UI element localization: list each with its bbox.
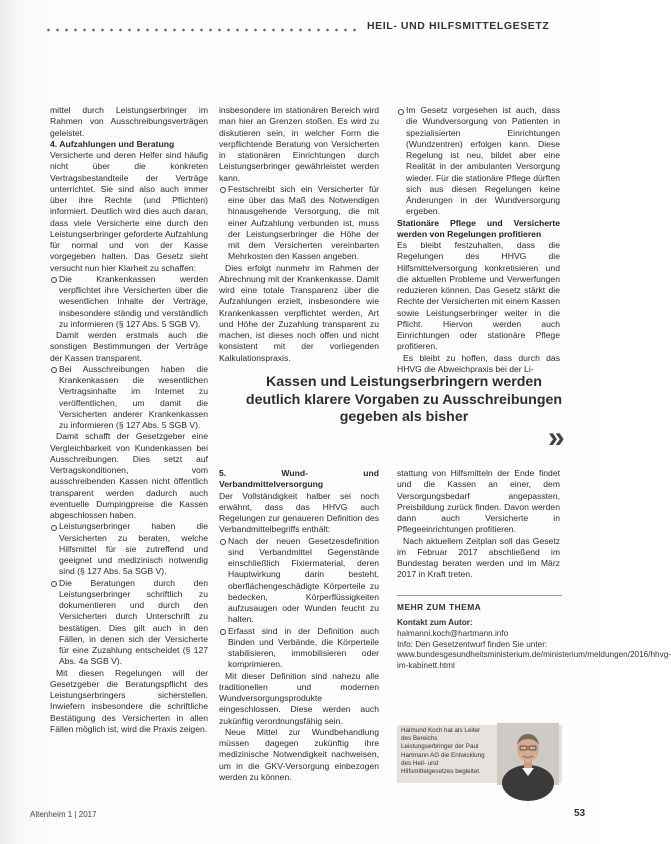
- list-item: Bei Ausschreibungen haben die Krankenkassen die wesentlichen Vertragsinhalte im Internet zu veröffentlichen, um damit die Versicherten anderer Krankenkassen zu informieren (§ 127 Abs. 5 SGB V).: [50, 364, 208, 432]
- author-photo: [497, 723, 559, 785]
- column-2-upper: [219, 105, 379, 364]
- subheading: 5. Wund- und Verbandmittelversorgung: [219, 468, 379, 490]
- list-item: Im Gesetz vorgesehen ist auch, dass die Wundversorgung von Patienten in spezialisierten Einrichtungen (Wundzentren) erfolgen kann. Diese Regelung ist neu, bildet aber eine Realität in der ambulanten Versorgung wieder. Für die stationäre Pflege dürften sich aus diesen Regelungen keine Änderungen in der Wundversorgung ergeben.: [397, 105, 560, 218]
- column-3-lower: [397, 468, 560, 581]
- footer-publication: Altenheim 1 | 2017: [30, 810, 97, 819]
- paragraph: Versicherte und deren Helfer sind häufig nicht über die konkreten Vertragsbestandteile der Verträge unterrichtet. Sie sind also auch immer über ihre Rechte (und Pflichten) informiert. Deutlich wird dies auch daran, dass viele Versicherte eine durch den Leistungserbringer geforderte Aufzahlung für normal und von der Kasse vorgegeben halten. Das Gesetz sieht versucht nun hier Klarheit zu schaffen:: [50, 150, 208, 273]
- contact-label: Kontakt zum Autor:: [397, 618, 473, 627]
- info-box: [397, 595, 671, 672]
- pull-quote-line: Kassen und Leistungserbringern werden: [266, 374, 542, 390]
- list-item: Die Beratungen durch den Leistungserbringer schriftlich zu dokumentieren und durch den Versicherten durch Unterschrift zu bestätigen. Dies gilt auch in den Fällen, in denen sich der Versicherte für eine Zuzahlung entscheidet (§ 127 Abs. 4a SGB V).: [50, 578, 208, 668]
- paragraph: Es bleibt zu hoffen, dass durch das HHVG die Abweichpraxis bei der Li-: [397, 352, 560, 374]
- header-dot-rule: [44, 26, 360, 34]
- section-title: HEIL- UND HILFSMITTELGESETZ: [367, 20, 550, 32]
- paragraph: Mit diesen Regelungen will der Gesetzgeber die Beratungspflicht des Leistungserbringers sicherstellen. Inwiefern insbesondere die schriftliche Bestätigung des Versicherten in allen Fällen möglich ist, wird die Praxis zeigen.: [50, 667, 208, 734]
- paragraph: Nach aktuellem Zeitplan soll das Gesetz im Februar 2017 abschließend im Bundestag beraten werden und im März 2017 in Kraft treten.: [397, 535, 560, 580]
- paragraph: insbesondere im stationären Bereich wird man hier an Grenzen stoßen. Es wird zu diskutieren sein, in welcher Form die verpflichtende Beratung von Versicherten in stationären Einrichtungen durch Leistungserbringer gewährleistet werden kann.: [219, 105, 379, 183]
- column-1: [50, 105, 208, 735]
- list-item: Die Krankenkassen werden verpflichtet ihre Versicherten über die wesentlichen Inhalte der Verträge, insbesondere ständig und verständlich zu informieren (§ 127 Abs. 5 SGB V).: [50, 274, 208, 330]
- column-3-upper: [397, 105, 560, 375]
- bullet-list: [219, 536, 379, 671]
- paragraph: Es bleibt festzuhalten, dass die Regelungen des HHVG die Hilfsmittelversorgung konkretisieren und die aktuellen Probleme und Verwerfungen reduzieren können. Das Gesetz stärkt die Rechte der Versicherten mit einem Kassen sowie Leistungserbringer weiter in die Pflicht. Hiervon werden auch Einrichtungen oder stationäre Pflege profitieren.: [397, 240, 560, 352]
- column-2-lower: [219, 468, 379, 783]
- info-text: Info: Den Gesetzentwurf finden Sie unter: www.bundesgesundheitsministerium.de/ministerium/meldungen/2016/hhvg-im-kabinett.html: [397, 639, 671, 671]
- pull-quote-line: deutlich klarere Vorgaben zu Ausschreibungen: [245, 391, 563, 408]
- list-item: Nach der neuen Gesetzesdefinition sind Verbandmittel Gegenstände einschließlich Fixiermaterial, deren Hauptwirkung darin besteht, oberflächengeschädigte Körperteile zu bedecken, Körperflüssigkeiten aufzusaugen oder Wunden feucht zu halten.: [219, 536, 379, 626]
- paragraph: Damit schafft der Gesetzgeber eine Vergleichbarkeit von Kundenkassen bei Ausschreibungen. Dies setzt auf Vertragskonditionen, vom ausschreibenden Kassen nicht öffentlich transparent werden dadurch auch eventuelle Dumpingpreise die Kassen abgeschlossen haben.: [50, 431, 208, 520]
- subheading: Stationäre Pflege und Versicherte werden von Regelungen profitieren: [397, 217, 560, 239]
- paragraph: Neue Mittel zur Wundbehandlung müssen dagegen zukünftig ihre medizinische Notwendigkeit nachweisen, um in die GKV-Versorgung einbezogen werden zu können.: [219, 726, 379, 782]
- paragraph: mittel durch Leistungserbringer im Rahmen von Ausschreibungsverträgen geleistet.: [50, 105, 208, 138]
- bullet-list: [50, 274, 208, 330]
- pull-quote: [218, 374, 590, 427]
- list-item: Festschreibt sich ein Versicherter für eine über das Maß des Notwendigen hinausgehende Versorgung, die mit einer Aufzahlung verbunden ist, muss der Leistungserbringer die Höhe der mit dem Versicherten vereinbarten Mehrkosten den Kassen angeben.: [219, 184, 379, 263]
- contact-email: halmanni.koch@hartmann.info: [397, 628, 509, 638]
- paragraph: Mit dieser Definition sind nahezu alle traditionellen und modernen Wundversorgungsprodukte eingeschlossen. Diese werden auch zukünftig verordnungsfähig sein.: [219, 670, 379, 726]
- list-item: Leistungserbringer haben die Versicherten zu beraten, welche Hilfsmittel für sie zutreffend und geeignet und medizinisch notwendig sind (§ 127 Abs. 5a SGB V).: [50, 521, 208, 577]
- paragraph: stattung von Hilfsmitteln der Ende findet und die Kassen an einer, dem Versorgungsbedarf angepassten, Preisbildung zurück finden. Davon werden dann auch Versicherte in Pflegeeinrichtungen profitieren.: [397, 468, 560, 535]
- quote-mark-icon: »: [548, 421, 565, 454]
- bullet-list: [219, 184, 379, 263]
- page-number: 53: [574, 808, 586, 819]
- bullet-list: [50, 364, 208, 432]
- list-item: Erfasst sind in der Definition auch Binden und Verbände, die Körperteile stabilisieren, immobilisieren oder komprimieren.: [219, 626, 379, 671]
- bullet-list: [397, 105, 560, 218]
- paragraph: Damit werden erstmals auch die sonstigen Bestimmungen der Verträge der Kassen transparent.: [50, 330, 208, 363]
- author-bio: Halmund Koch hat als Leiter des Bereichs Leistungserbringer der Paul Hartmann AG die Entwicklung des Heil- und Hilfsmittelgesetzes begleitet.: [401, 727, 485, 776]
- info-box-title: MEHR ZUM THEMA: [397, 602, 482, 612]
- pull-quote-line: gegeben als bisher: [339, 409, 469, 425]
- paragraph: Der Vollständigkeit halber sei noch erwähnt, dass das HHVG auch Regelungen zur genaueren Definition des Verbandmittelbegriffs enthält:: [219, 490, 379, 535]
- paragraph: Dies erfolgt nunmehr im Rahmen der Abrechnung mit der Krankenkasse. Damit wird eine totale Transparenz über die Aufzahlungen erzielt, insbesondere wie Krankenkassen verpflichtet werden, Art und Höhe der Zuzahlung transparent zu machen, ist dieses noch offen und nicht konsistent mit der vorliegenden Kalkulationspraxis.: [219, 262, 379, 363]
- subheading: 4. Aufzahlungen und Beratung: [50, 138, 175, 149]
- bullet-list: [50, 521, 208, 667]
